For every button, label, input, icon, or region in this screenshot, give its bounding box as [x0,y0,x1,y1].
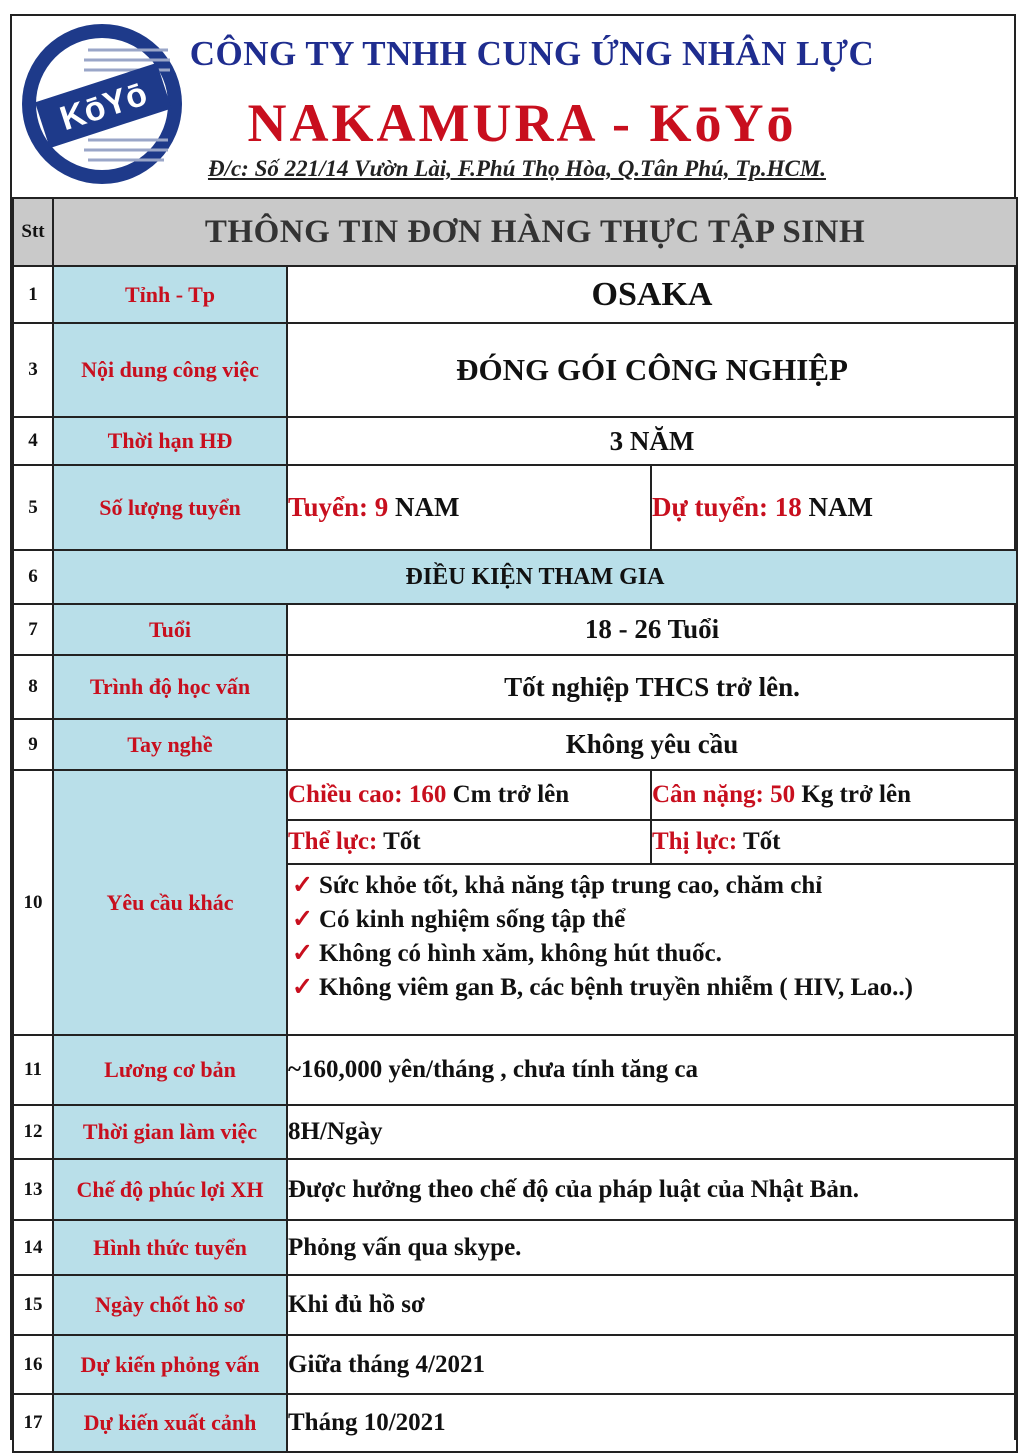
row-label: Nội dung công việc [53,323,287,417]
weight-requirement: Cân nặng: 50 Kg trở lên [651,770,1017,820]
check-icon: ✓ [292,906,313,933]
row-number: 8 [13,655,53,719]
order-sheet [10,14,1016,1440]
row-number: 5 [13,465,53,550]
welfare-value: Được hưởng theo chế độ của pháp luật của Nhật Bản. [287,1159,1017,1220]
company-name: NAKAMURA - KōYō [247,93,797,153]
interview-form-value: Phỏng vấn qua skype. [287,1220,1017,1275]
company-header [12,16,1014,199]
row-number: 13 [13,1159,53,1220]
age-value: 18 - 26 Tuổi [287,604,1017,655]
table-row [13,655,1017,719]
row-number: 7 [13,604,53,655]
company-line: CÔNG TY TNHH CUNG ỨNG NHÂN LỰC [189,34,875,73]
hours-value: 8H/Ngày [287,1105,1017,1159]
row-number: 3 [13,323,53,417]
row-number: 1 [13,266,53,323]
row-label: Dự kiến xuất cảnh [53,1394,287,1452]
job-value: ĐÓNG GÓI CÔNG NGHIỆP [287,323,1017,417]
reserve-count: Dự tuyển: 18 NAM [651,465,1017,550]
list-item: ✓ Không có hình xăm, không hút thuốc. [292,940,722,967]
row-number: 10 [13,770,53,1035]
table-row [13,719,1017,770]
interview-date-value: Giữa tháng 4/2021 [287,1335,1017,1394]
row-number: 16 [13,1335,53,1394]
stt-header: Stt [13,198,53,266]
section-row [13,550,1017,604]
list-item: ✓ Có kinh nghiệm sống tập thể [292,906,626,933]
table-row [13,1220,1017,1275]
table-row [13,1275,1017,1335]
row-number: 12 [13,1105,53,1159]
row-number: 14 [13,1220,53,1275]
list-item: ✓ Sức khỏe tốt, khả năng tập trung cao, chăm chỉ [292,872,823,899]
vision-requirement: Thị lực: Tốt [651,820,1017,864]
row-number: 4 [13,417,53,465]
row-label: Hình thức tuyển [53,1220,287,1275]
list-item: ✓ Không viêm gan B, các bệnh truyền nhiễm ( HIV, Lao..) [292,974,913,1001]
check-icon: ✓ [292,940,313,967]
row-label: Chế độ phúc lợi XH [53,1159,287,1220]
recruit-count: Tuyển: 9 NAM [287,465,651,550]
table-row [13,1159,1017,1220]
table-row [13,770,1017,820]
salary-value: ~160,000 yên/tháng , chưa tính tăng ca [287,1035,1017,1105]
table-row [13,1035,1017,1105]
row-number: 9 [13,719,53,770]
province-value: OSAKA [287,266,1017,323]
table-row [13,604,1017,655]
contract-value: 3 NĂM [287,417,1017,465]
check-icon: ✓ [292,872,313,899]
row-number: 15 [13,1275,53,1335]
table-row [13,1105,1017,1159]
row-number: 6 [13,550,53,604]
row-label: Tay nghề [53,719,287,770]
row-label: Số lượng tuyển [53,465,287,550]
other-requirements-list [287,864,1017,1035]
row-label: Ngày chốt hồ sơ [53,1275,287,1335]
section-title: ĐIỀU KIỆN THAM GIA [53,550,1017,604]
height-requirement: Chiều cao: 160 Cm trở lên [287,770,651,820]
table-title: THÔNG TIN ĐƠN HÀNG THỰC TẬP SINH [53,198,1017,266]
order-table [12,197,1018,1453]
education-value: Tốt nghiệp THCS trở lên. [287,655,1017,719]
row-number: 11 [13,1035,53,1105]
company-address: Đ/c: Số 221/14 Vườn Lài, F.Phú Thọ Hòa, Q.Tân Phú, Tp.HCM. [207,156,827,181]
deadline-value: Khi đủ hồ sơ [287,1275,1017,1335]
table-row [13,1394,1017,1452]
row-label: Yêu cầu khác [53,770,287,1035]
departure-value: Tháng 10/2021 [287,1394,1017,1452]
row-number: 17 [13,1394,53,1452]
svg-text:KōYō: KōYō [55,74,152,139]
row-label: Lương cơ bản [53,1035,287,1105]
row-label: Thời gian làm việc [53,1105,287,1159]
row-label: Tỉnh - Tp [53,266,287,323]
table-row [13,417,1017,465]
row-label: Dự kiến phỏng vấn [53,1335,287,1394]
row-label: Trình độ học vấn [53,655,287,719]
table-row [13,465,1017,550]
table-title-row [13,198,1017,266]
check-icon: ✓ [292,974,313,1001]
row-label: Tuổi [53,604,287,655]
table-row [13,323,1017,417]
table-row [13,266,1017,323]
row-label: Thời hạn HĐ [53,417,287,465]
fitness-requirement: Thể lực: Tốt [287,820,651,864]
table-row [13,1335,1017,1394]
skill-value: Không yêu cầu [287,719,1017,770]
